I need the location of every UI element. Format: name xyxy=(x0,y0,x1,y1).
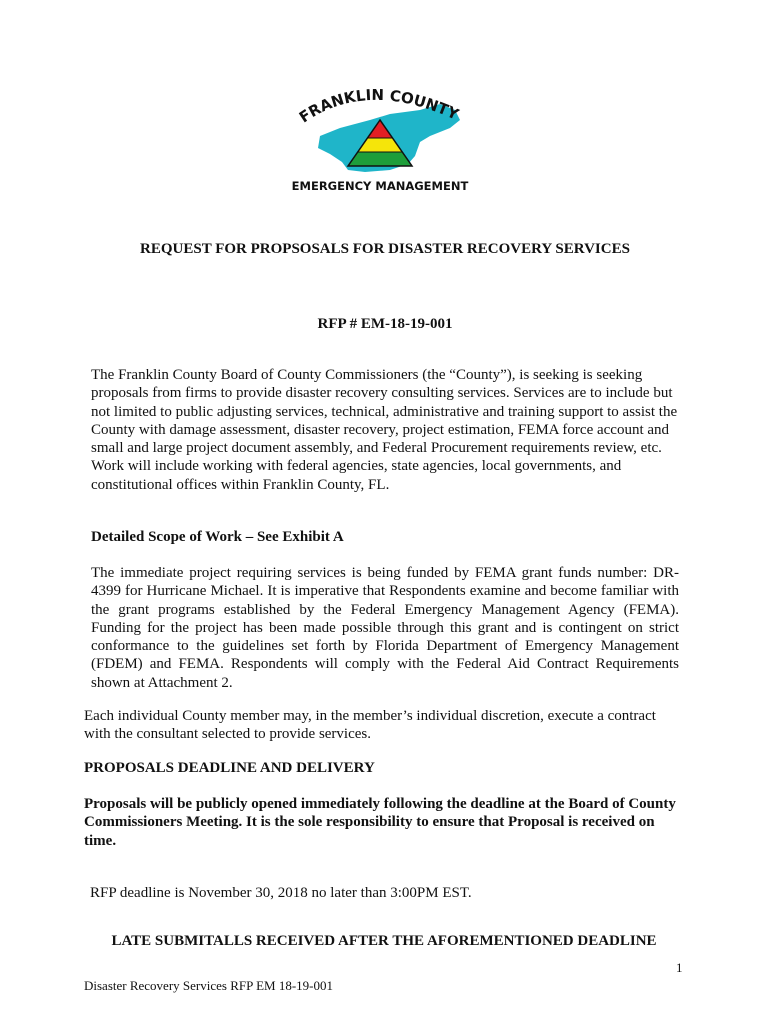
triangle-bottom-green xyxy=(348,152,412,166)
logo-graphic xyxy=(270,84,490,204)
member-paragraph: Each individual County member may, in the member’s individual discretion, execute a contract with the consultant selected to provide services. xyxy=(84,708,656,743)
rfp-number: RFP # EM-18-19-001 xyxy=(317,316,453,332)
deadline-paragraph: Proposals will be publicly opened immediately following the deadline at the Board of County Commissioners Meeting. It is the sole responsibility to ensure that Proposal is received on time. xyxy=(84,796,676,849)
rfp-deadline-text: RFP deadline is November 30, 2018 no later than 3:00PM EST. xyxy=(90,885,472,901)
late-submittals-heading: LATE SUBMITALLS RECEIVED AFTER THE AFOREMENTIONED DEADLINE xyxy=(111,933,657,949)
scope-heading: Detailed Scope of Work – See Exhibit A xyxy=(91,529,344,545)
franklin-county-emergency-management-logo xyxy=(270,84,490,204)
page-footer: Disaster Recovery Services RFP EM 18-19-001 xyxy=(84,978,334,993)
logo-bottom-text: EMERGENCY MANAGEMENT xyxy=(291,179,469,193)
logo-top-text: FRANKLIN COUNTY xyxy=(295,85,462,127)
intro-paragraph: The Franklin County Board of County Commissioners (the “County”), is seeking is seeking proposals from firms to provide disaster recovery consulting services. Services are to include but not limited to public adjusting services, technical, administrative and training support to assist the County with damage assessment, disaster recovery, project estimation, FEMA force account and small and large project document assembly, and Federal Procurement requirements review, etc. Work will include working with federal agencies, state agencies, local governments, and constitutional offices within Franklin County, FL. xyxy=(91,367,678,493)
funding-paragraph: The immediate project requiring services is being funded by FEMA grant funds number: DR-4399 for Hurricane Michael. It is imperative that Respondents examine and become familiar with the grant programs established by the Federal Emergency Management Agency (FEMA). Funding for the project has been made possible through this grant and is contingent on strict conformance to the guidelines set forth by Florida Department of Emergency Management (FDEM) and FEMA. Respondents will comply with the Federal Aid Contract Requirements shown at Attachment 2. xyxy=(91,565,679,691)
deadline-heading: PROPOSALS DEADLINE AND DELIVERY xyxy=(84,760,375,776)
page-number: 1 xyxy=(676,960,683,975)
document-title: REQUEST FOR PROPSOSALS FOR DISASTER RECOVERY SERVICES xyxy=(140,241,630,257)
